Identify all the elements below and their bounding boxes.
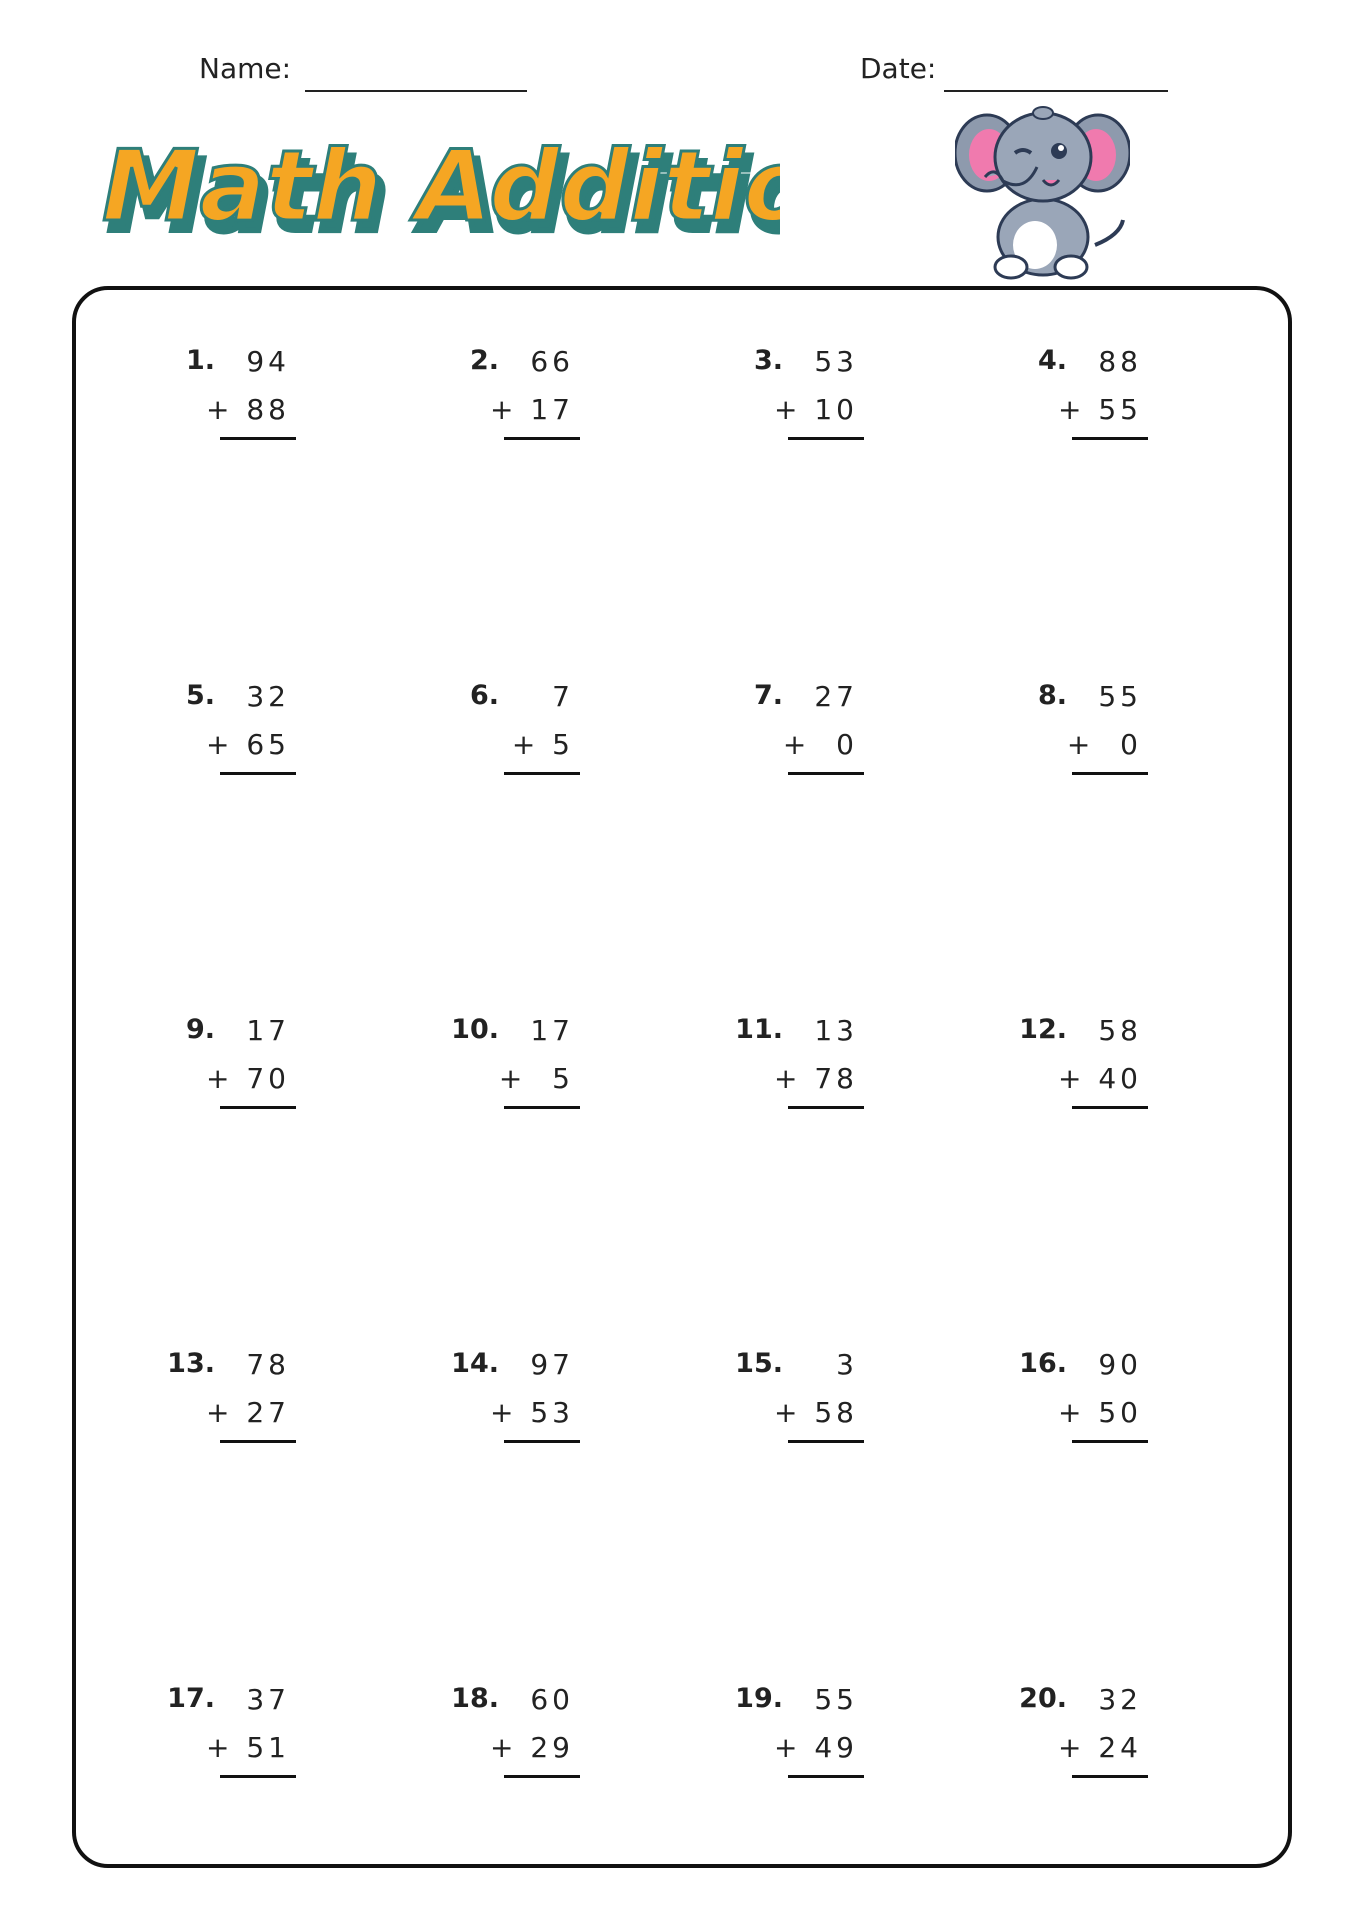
answer-line[interactable] bbox=[504, 437, 580, 440]
addend-bottom: + 51 bbox=[206, 1731, 290, 1764]
addend-bottom: + 55 bbox=[1058, 393, 1142, 426]
problem-number: 17. bbox=[167, 1683, 215, 1714]
problem-number: 20. bbox=[1019, 1683, 1067, 1714]
problem-number: 14. bbox=[451, 1348, 499, 1379]
answer-line[interactable] bbox=[504, 1775, 580, 1778]
answer-line[interactable] bbox=[1072, 1106, 1148, 1109]
addend-top: 53 bbox=[814, 345, 858, 378]
addition-problem bbox=[992, 1683, 1152, 1773]
date-field[interactable] bbox=[860, 52, 1170, 92]
problem-number: 18. bbox=[451, 1683, 499, 1714]
addition-problem bbox=[424, 680, 584, 770]
addend-top: 66 bbox=[530, 345, 574, 378]
title-text: Math Additi bbox=[102, 130, 744, 244]
problem-number: 19. bbox=[735, 1683, 783, 1714]
addend-bottom: + 29 bbox=[490, 1731, 574, 1764]
addend-bottom: + 65 bbox=[206, 728, 290, 761]
addition-problem bbox=[992, 680, 1152, 770]
addend-top: 78 bbox=[246, 1348, 290, 1381]
addition-problem bbox=[140, 1014, 300, 1104]
addition-problem bbox=[992, 1014, 1152, 1104]
answer-line[interactable] bbox=[1072, 1440, 1148, 1443]
addition-problem bbox=[424, 1683, 584, 1773]
problem-number: 8. bbox=[1037, 680, 1067, 711]
name-blank-line[interactable] bbox=[305, 90, 527, 92]
problem-number: 4. bbox=[1037, 345, 1067, 376]
addition-problem bbox=[140, 1683, 300, 1773]
problem-number: 11. bbox=[735, 1014, 783, 1045]
worksheet-title bbox=[100, 112, 780, 282]
answer-line[interactable] bbox=[788, 437, 864, 440]
addition-problem bbox=[708, 680, 868, 770]
problem-number: 15. bbox=[735, 1348, 783, 1379]
addend-top: 55 bbox=[814, 1683, 858, 1716]
addition-problem bbox=[708, 1348, 868, 1438]
problem-number: 13. bbox=[167, 1348, 215, 1379]
problem-number: 2. bbox=[469, 345, 499, 376]
answer-line[interactable] bbox=[220, 437, 296, 440]
date-blank-line[interactable] bbox=[944, 90, 1168, 92]
answer-line[interactable] bbox=[788, 772, 864, 775]
addend-top: 88 bbox=[1098, 345, 1142, 378]
addend-top: 58 bbox=[1098, 1014, 1142, 1047]
problem-number: 7. bbox=[753, 680, 783, 711]
problem-number: 12. bbox=[1019, 1014, 1067, 1045]
answer-line[interactable] bbox=[1072, 772, 1148, 775]
elephant-icon bbox=[955, 95, 1130, 280]
addition-problem bbox=[140, 680, 300, 770]
addition-problem bbox=[992, 1348, 1152, 1438]
addend-bottom: + 0 bbox=[782, 728, 858, 761]
problem-number: 16. bbox=[1019, 1348, 1067, 1379]
problem-number: 9. bbox=[185, 1014, 215, 1045]
addend-top: 17 bbox=[530, 1014, 574, 1047]
addition-problem bbox=[708, 1683, 868, 1773]
addend-bottom: + 27 bbox=[206, 1396, 290, 1429]
addition-problem bbox=[140, 345, 300, 435]
addition-problem bbox=[424, 1348, 584, 1438]
addend-bottom: + 88 bbox=[206, 393, 290, 426]
answer-line[interactable] bbox=[220, 772, 296, 775]
addend-top: 13 bbox=[814, 1014, 858, 1047]
name-field[interactable] bbox=[199, 52, 529, 92]
addition-problem bbox=[708, 345, 868, 435]
addend-bottom: + 5 bbox=[498, 1062, 574, 1095]
addend-bottom: + 78 bbox=[774, 1062, 858, 1095]
addend-bottom: + 49 bbox=[774, 1731, 858, 1764]
addend-bottom: + 24 bbox=[1058, 1731, 1142, 1764]
answer-line[interactable] bbox=[220, 1440, 296, 1443]
addition-problem bbox=[140, 1348, 300, 1438]
addend-top: 55 bbox=[1098, 680, 1142, 713]
addend-top: 3 bbox=[836, 1348, 858, 1381]
addend-top: 94 bbox=[246, 345, 290, 378]
addend-top: 7 bbox=[552, 680, 574, 713]
addend-top: 32 bbox=[1098, 1683, 1142, 1716]
addend-bottom: + 50 bbox=[1058, 1396, 1142, 1429]
answer-line[interactable] bbox=[1072, 437, 1148, 440]
addend-bottom: + 10 bbox=[774, 393, 858, 426]
addend-top: 97 bbox=[530, 1348, 574, 1381]
answer-line[interactable] bbox=[1072, 1775, 1148, 1778]
addend-top: 17 bbox=[246, 1014, 290, 1047]
addend-top: 60 bbox=[530, 1683, 574, 1716]
answer-line[interactable] bbox=[504, 1106, 580, 1109]
addend-top: 90 bbox=[1098, 1348, 1142, 1381]
addend-top: 27 bbox=[814, 680, 858, 713]
addition-problem bbox=[424, 1014, 584, 1104]
problem-number: 10. bbox=[451, 1014, 499, 1045]
problem-number: 5. bbox=[185, 680, 215, 711]
answer-line[interactable] bbox=[504, 1440, 580, 1443]
addend-bottom: + 53 bbox=[490, 1396, 574, 1429]
problem-number: 6. bbox=[469, 680, 499, 711]
answer-line[interactable] bbox=[788, 1775, 864, 1778]
addition-problem bbox=[424, 345, 584, 435]
title-shadow: Math Additi bbox=[108, 140, 750, 254]
addend-bottom: + 0 bbox=[1066, 728, 1142, 761]
addend-bottom: + 70 bbox=[206, 1062, 290, 1095]
answer-line[interactable] bbox=[220, 1106, 296, 1109]
addend-bottom: + 5 bbox=[511, 728, 574, 761]
addend-top: 37 bbox=[246, 1683, 290, 1716]
answer-line[interactable] bbox=[504, 772, 580, 775]
addend-bottom: + 17 bbox=[490, 393, 574, 426]
addition-problem bbox=[708, 1014, 868, 1104]
answer-line[interactable] bbox=[788, 1440, 864, 1443]
answer-line[interactable] bbox=[220, 1775, 296, 1778]
answer-line[interactable] bbox=[788, 1106, 864, 1109]
addend-bottom: + 58 bbox=[774, 1396, 858, 1429]
name-label: Name: bbox=[199, 52, 292, 85]
addend-bottom: + 40 bbox=[1058, 1062, 1142, 1095]
problem-number: 1. bbox=[185, 345, 215, 376]
addition-problem bbox=[992, 345, 1152, 435]
date-label: Date: bbox=[860, 52, 937, 85]
problem-number: 3. bbox=[753, 345, 783, 376]
addend-top: 32 bbox=[246, 680, 290, 713]
